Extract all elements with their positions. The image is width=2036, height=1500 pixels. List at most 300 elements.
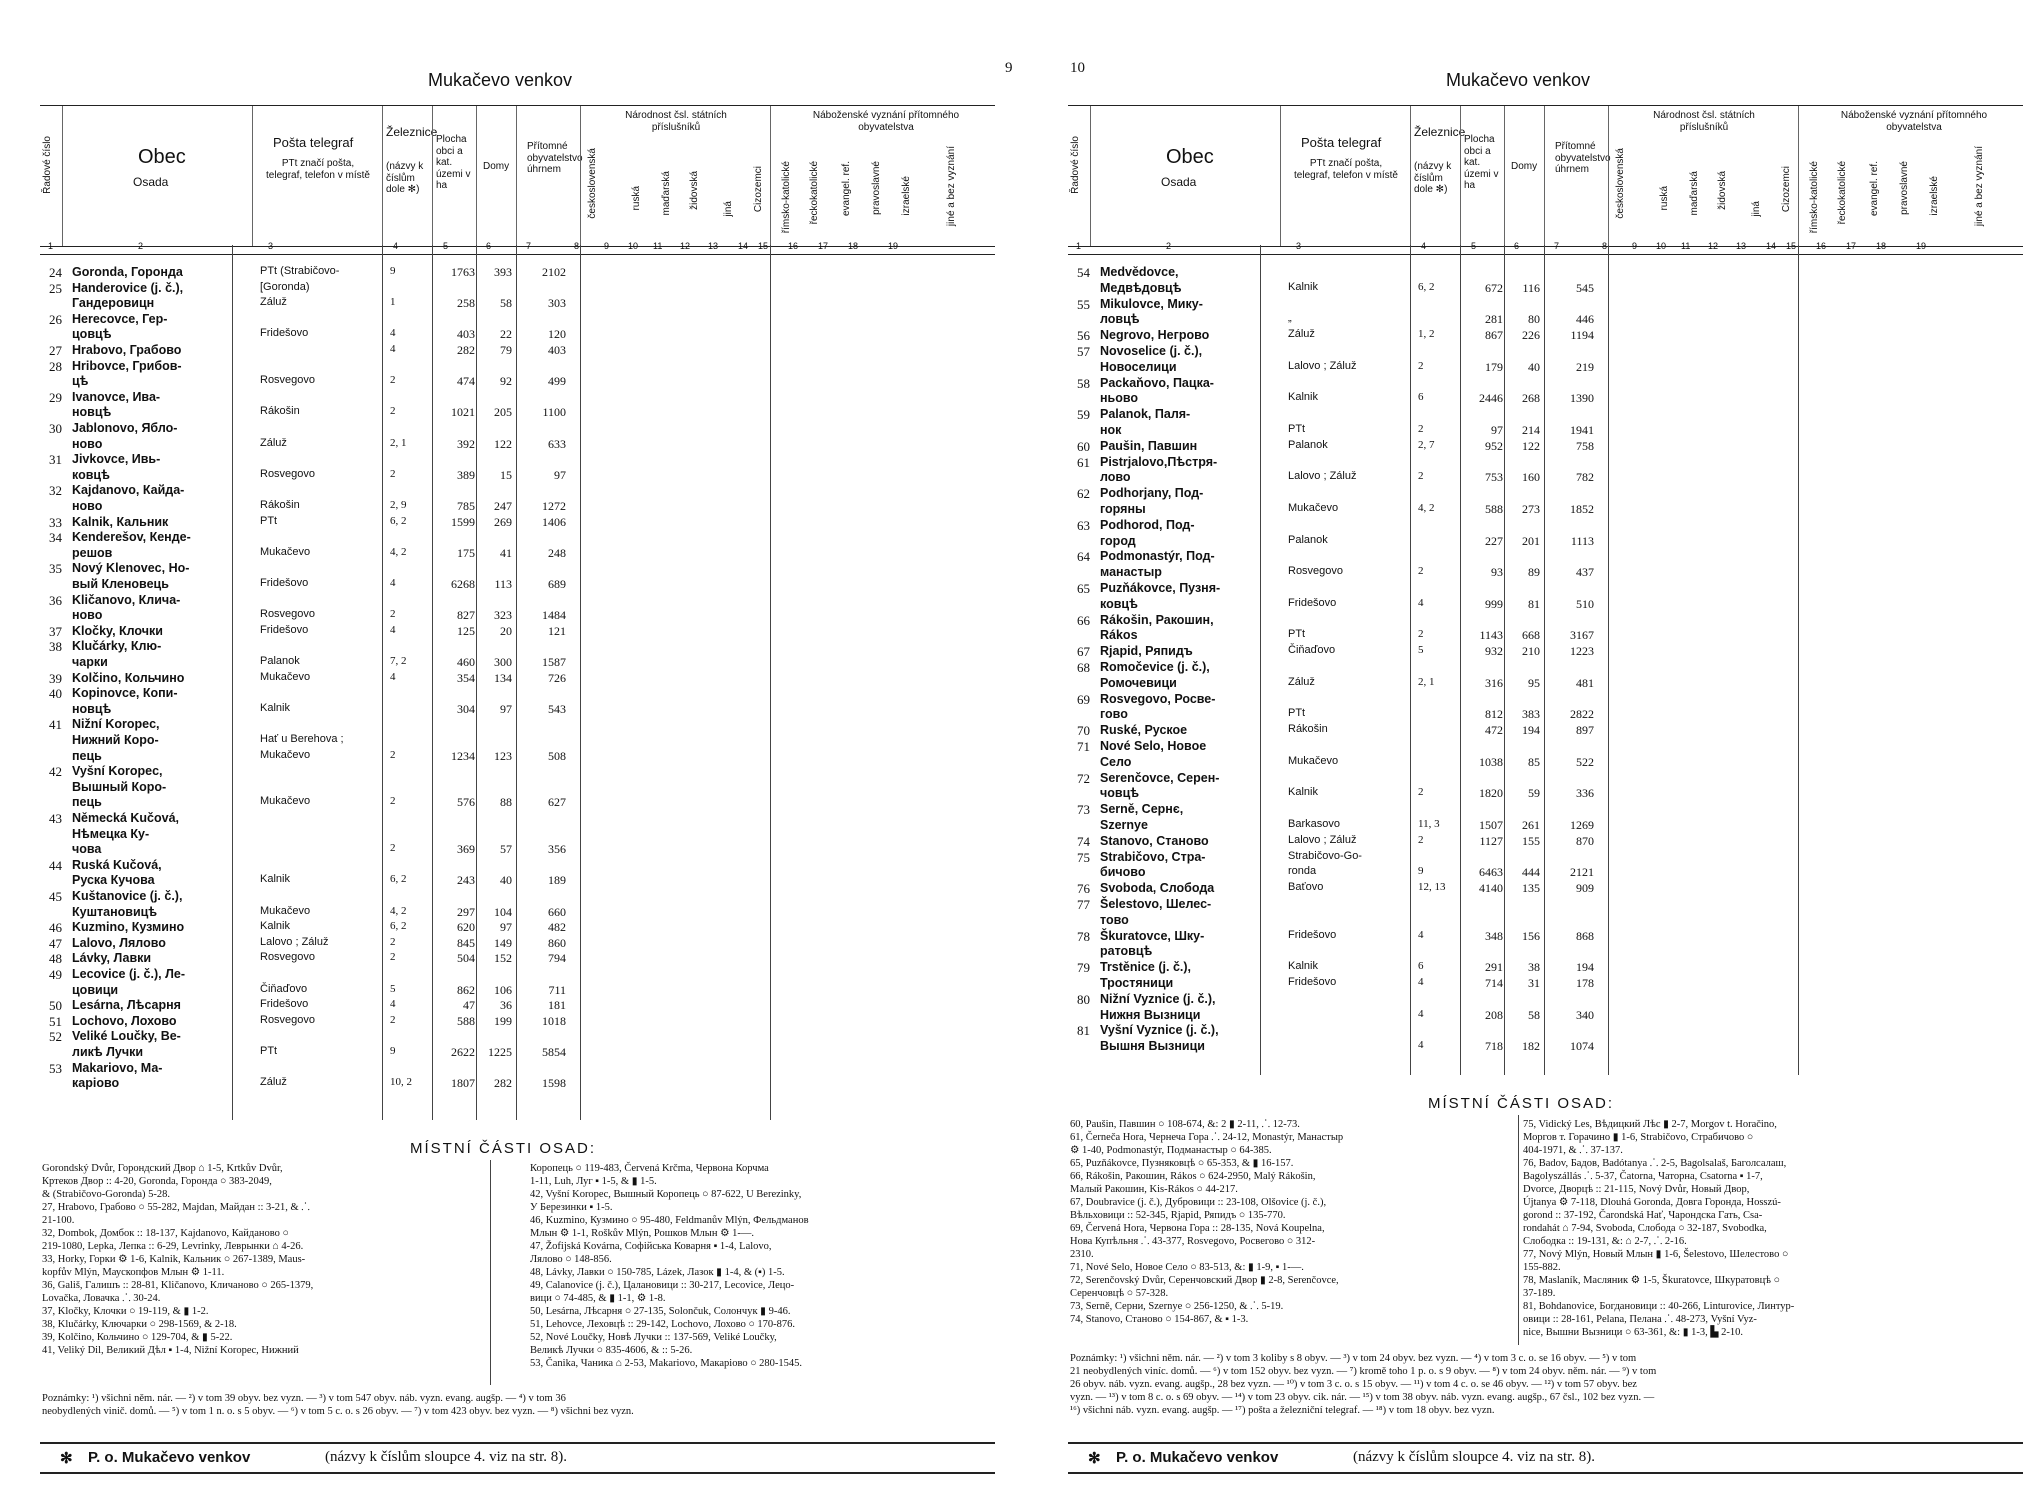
column-number: 9	[1632, 241, 1638, 251]
zeleznice-value: 4	[390, 327, 396, 340]
zeleznice-value: 2	[1418, 470, 1424, 483]
domy-value: 80	[1528, 312, 1540, 327]
obec-name: ново	[72, 608, 103, 623]
obec-name: Вышня Вызници	[1100, 1039, 1205, 1054]
col-zidovska: židovská	[689, 171, 700, 210]
row-number: 39	[49, 670, 62, 686]
obec-name: манастыр	[1100, 565, 1162, 580]
col-rimsko-katolicke: římsko-katolické	[781, 161, 792, 234]
domy-value: 89	[1528, 565, 1540, 580]
posta-value: Záluž	[260, 1076, 287, 1089]
domy-value: 393	[494, 265, 512, 279]
plocha-value: 714	[1485, 976, 1503, 990]
mistni-cast-line: 66, Rákošin, Ракошин, Rákos ○ 624-2950, Malý Rákošin,	[1070, 1171, 1316, 1182]
obec-name: Handerovice (j. č.),	[72, 280, 184, 295]
mistni-cast-line: 50, Lesárna, Лѣсарня ○ 27-135, Solončuk, Солончук ▮ 9-46.	[530, 1306, 791, 1317]
domy-value: 149	[494, 935, 512, 950]
header-obec-cell	[62, 106, 253, 246]
posta-value: Čiňaďovo	[260, 982, 308, 995]
header-obec: Obec	[138, 146, 186, 168]
plocha-value: 1763	[451, 265, 475, 279]
table-row	[40, 936, 995, 952]
mistni-cast-line: 72, Serenčovský Dvůr, Серенчовский Двор ▮ 2-8, Serenčovce,	[1070, 1275, 1339, 1286]
row-number: 60	[1077, 438, 1090, 454]
obec-name: Goronda, Горонда	[72, 265, 183, 279]
obec-name: Kuzmino, Кузмино	[72, 920, 185, 935]
row-number: 76	[1077, 881, 1090, 897]
mistni-casti-left-col	[1070, 1118, 1510, 1343]
plocha-value: 291	[1485, 960, 1503, 975]
row-number: 48	[49, 951, 62, 967]
posta-value: Mukačevo	[1288, 502, 1339, 514]
column-number: 2	[138, 241, 144, 251]
row-number: 27	[49, 343, 62, 358]
table-row	[1068, 613, 2023, 629]
mistni-cast-line: 48, Lávky, Лавки ○ 150-785, Lázek, Лазок ▮ 1-4, & (▪) 1-5.	[530, 1267, 785, 1278]
obec-name: Rákošin, Ракошин,	[1100, 612, 1214, 627]
mistni-cast-line: Слободка :: 19-131, &: ⌂ 2-7, ⸫ 2-16.	[1523, 1236, 1687, 1247]
plocha-value: 93	[1491, 565, 1503, 580]
obec-name: Makariovo, Ма-	[72, 1060, 163, 1075]
row-number: 68	[1077, 660, 1090, 675]
column-number: 14	[1766, 241, 1777, 251]
table-row	[40, 390, 995, 406]
mistni-cast-line: 219-1080, Lepka, Лепка :: 6-29, Levrinky, Леврынки ⌂ 4-26.	[42, 1241, 304, 1252]
obyvatelstvo-value: 2102	[542, 265, 566, 279]
footnote-line: ¹⁶) všichni náb. vyzn. evang. augšp. — ¹⁷) pošta a železniční telegraf. — ¹⁸) v tom 18 obyv. bez vyzn.	[1070, 1405, 1495, 1416]
column-number: 16	[788, 241, 799, 251]
obec-name: Нѣмецка Ку-	[72, 826, 150, 841]
table-row	[1068, 312, 2023, 328]
obyvatelstvo-value: 1406	[542, 514, 566, 529]
obec-name: Podhorod, Под-	[1100, 517, 1195, 532]
mistni-cast-line: 74, Stanovo, Станово ○ 154-867, & ▪ 1-3.	[1070, 1314, 1249, 1325]
mistni-cast-line: 39, Kolčino, Кольчино ○ 129-704, & ▮ 5-22.	[42, 1332, 233, 1343]
obec-name: Medvědovce,	[1100, 265, 1179, 279]
footnote-line: 21 neobydlených viníc. domů. — ⁶) v tom 152 obyv. bez vyzn. — ⁷) kromě toho 1 p. o. s 9 obyv. — ⁸) v tom 24 obyv. něm. nár. — ⁹) v tom	[1070, 1366, 1657, 1377]
zeleznice-value: 6, 2	[390, 920, 407, 933]
obec-name: ново	[72, 499, 103, 513]
table-row	[40, 499, 995, 515]
column-number: 7	[1554, 241, 1560, 251]
plocha-value: 1038	[1479, 754, 1503, 769]
obec-name: Trstěnice (j. č.),	[1100, 960, 1192, 975]
obec-name: Mikulovce, Мику-	[1100, 296, 1203, 311]
plocha-value: 845	[457, 935, 475, 950]
obec-name: Ромочевици	[1100, 675, 1177, 690]
mistni-cast-line: 2310.	[1070, 1249, 1094, 1260]
plocha-value: 812	[1485, 707, 1503, 722]
posta-value: „	[1288, 312, 1292, 325]
mistni-cast-line: 404-1971, & ⸫ 37-137.	[1523, 1145, 1623, 1156]
obec-name: Rosvegovo, Росве-	[1100, 691, 1216, 706]
obec-name: Stanovo, Станово	[1100, 833, 1209, 848]
obec-name: Lochovo, Лохово	[72, 1013, 177, 1028]
column-number: 10	[1656, 241, 1667, 251]
zeleznice-value: 4	[390, 623, 396, 636]
col-madarska: maďarská	[661, 171, 672, 216]
table-row	[1068, 470, 2023, 486]
row-number: 72	[1077, 770, 1090, 786]
domy-value: 58	[500, 296, 512, 311]
obyvatelstvo-value: 121	[548, 623, 566, 638]
table-row	[40, 889, 995, 905]
obec-name: город	[1100, 533, 1136, 548]
domy-value: 95	[1528, 675, 1540, 690]
page-title: Mukačevo venkov	[1445, 70, 1591, 90]
table-row	[1068, 407, 2023, 423]
row-number: 45	[49, 889, 62, 904]
table-row	[1068, 929, 2023, 945]
row-number: 52	[49, 1029, 62, 1045]
table-row	[1068, 597, 2023, 613]
table-row	[1068, 344, 2023, 360]
table-row	[1068, 707, 2023, 723]
domy-value: 92	[500, 374, 512, 389]
table-row	[40, 655, 995, 671]
row-number: 25	[49, 280, 62, 296]
header-domy: Domy	[483, 161, 510, 172]
header-nabozenske-cell	[1798, 106, 2024, 246]
obec-name: ново	[72, 436, 103, 451]
obec-name: Ruské, Руское	[1100, 723, 1188, 738]
posta-value: Hať u Berehova ;	[260, 733, 344, 745]
posta-value: Rákošin	[260, 405, 300, 418]
mistni-cast-line: Újtanya ⚙ 7-118, Dlouhá Goronda, Довга Горонда, Hosszú-	[1523, 1197, 1781, 1208]
obyvatelstvo-value: 1194	[1570, 328, 1594, 343]
obec-name: Šelestovo, Шелес-	[1100, 897, 1212, 911]
plocha-value: 588	[457, 1013, 475, 1028]
mistni-cast-line: 27, Hrabovo, Грабово ○ 55-282, Majdan, Майдан :: 3-21, & ⸫	[42, 1202, 310, 1213]
obec-name: пець	[72, 795, 102, 810]
domy-value: 15	[500, 467, 512, 482]
plocha-value: 208	[1485, 1007, 1503, 1022]
plocha-value: 576	[457, 795, 475, 810]
table-row	[40, 920, 995, 936]
table-row	[40, 795, 995, 811]
mistni-cast-line: 47, Žofijská Kovárna, Софійська Коварня ▪ 1-4, Lalovo,	[530, 1241, 772, 1252]
posta-value: PTt	[260, 514, 278, 527]
mistni-cast-line: ⚙ 1-40, Podmonastýr, Подманастыр ○ 64-385.	[1070, 1145, 1272, 1156]
obec-name: Lesárna, Лѣсарня	[72, 998, 181, 1013]
posta-value: Lalovo ; Záluž	[1288, 359, 1357, 372]
obec-name: ликѣ Лучки	[72, 1045, 144, 1059]
plocha-value: 504	[457, 951, 475, 966]
obec-name: гово	[1100, 707, 1128, 722]
column-number: 4	[1421, 241, 1427, 251]
table-row	[40, 546, 995, 562]
col-pravoslavne: pravoslavné	[871, 161, 882, 215]
obec-name: Szernye	[1100, 818, 1148, 832]
footer-star: ✻	[1088, 1451, 1101, 1467]
obyvatelstvo-value: 543	[548, 701, 566, 716]
page-footer	[40, 1442, 995, 1474]
obec-name: Serně, Сернє,	[1100, 802, 1184, 817]
row-number: 54	[1077, 265, 1090, 280]
column-number: 13	[1736, 241, 1747, 251]
zeleznice-value: 10, 2	[390, 1076, 412, 1089]
col-jina: jiná	[723, 201, 734, 217]
plocha-value: 932	[1485, 644, 1503, 659]
column-numbers	[1068, 240, 2023, 255]
obec-name: Ruská Kučová,	[72, 857, 162, 872]
obec-name: Podmonastýr, Под-	[1100, 549, 1215, 564]
table-row	[40, 1029, 995, 1045]
row-number: 75	[1077, 849, 1090, 865]
header-zeleznice-cell	[1410, 106, 1466, 246]
row-number: 36	[49, 592, 62, 608]
obyvatelstvo-value: 499	[548, 374, 566, 389]
domy-value: 152	[494, 951, 512, 966]
table-row	[40, 811, 995, 827]
obyvatelstvo-value: 120	[548, 327, 566, 342]
posta-value: PTt (Strabičovo-	[260, 265, 340, 277]
domy-value: 205	[494, 405, 512, 420]
obyvatelstvo-value: 870	[1576, 833, 1594, 848]
zeleznice-value: 2	[390, 795, 396, 808]
plocha-value: 354	[457, 670, 475, 685]
obyvatelstvo-value: 482	[548, 920, 566, 935]
zeleznice-value: 2	[1418, 423, 1424, 435]
table-row	[40, 483, 995, 499]
table-row	[1068, 755, 2023, 771]
posta-value: Rákošin	[1288, 723, 1328, 736]
col-ruska: ruská	[631, 186, 642, 211]
obyvatelstvo-value: 1852	[1570, 502, 1594, 516]
obyvatelstvo-value: 1272	[542, 499, 566, 513]
header-zeleznice-note: (názvy k číslům dole ✻)	[386, 161, 424, 195]
posta-value: Fridešovo	[1288, 976, 1337, 988]
column-number: 17	[1846, 241, 1857, 251]
obec-name: човцѣ	[1100, 786, 1140, 801]
row-number: 46	[49, 920, 62, 936]
posta-value: Záluž	[260, 436, 287, 449]
obyvatelstvo-value: 711	[548, 982, 566, 997]
row-number: 29	[49, 389, 62, 405]
obyvatelstvo-value: 1223	[1570, 644, 1594, 659]
obyvatelstvo-value: 1941	[1570, 423, 1594, 437]
plocha-value: 474	[457, 374, 475, 389]
domy-value: 323	[494, 608, 512, 623]
obec-name: Kalnik, Кальник	[72, 514, 169, 529]
row-number: 78	[1077, 928, 1090, 944]
plocha-value: 472	[1485, 723, 1503, 738]
posta-value: Fridešovo	[260, 327, 309, 340]
obec-name: Медвѣдовцѣ	[1100, 280, 1182, 295]
obyvatelstvo-value: 437	[1576, 565, 1594, 580]
table-row	[40, 686, 995, 702]
obyvatelstvo-value: 5854	[542, 1045, 566, 1059]
obec-name: Jivkovce, Ивь-	[72, 452, 161, 467]
obec-name: Packaňovo, Пацка-	[1100, 375, 1214, 390]
plocha-value: 392	[457, 436, 475, 451]
mistni-casti-right-col	[530, 1162, 990, 1382]
obyvatelstvo-value: 627	[548, 795, 566, 810]
header-osada: Osada	[1161, 175, 1197, 189]
table-row	[40, 624, 995, 640]
mistni-cast-line: 69, Červená Hora, Червона Гора :: 28-135, Nová Koupelna,	[1070, 1223, 1325, 1234]
mistni-casti-title: MÍSTNÍ ČÁSTI OSAD:	[1428, 1095, 1615, 1112]
plocha-value: 282	[457, 343, 475, 357]
mistni-cast-line: Lovačka, Ловачка ⸫ 30-24.	[42, 1293, 161, 1304]
table-header	[40, 105, 995, 247]
header-posta-note: PTt značí pošta, telegraf, telefon v místě	[266, 158, 370, 181]
row-number: 55	[1077, 296, 1090, 312]
header-osada: Osada	[133, 175, 169, 189]
table-row	[40, 998, 995, 1014]
zeleznice-value: 2	[1418, 359, 1424, 372]
domy-value: 123	[494, 748, 512, 763]
row-number: 58	[1077, 375, 1090, 391]
plocha-value: 785	[457, 499, 475, 513]
footnotes	[42, 1392, 992, 1418]
plocha-value: 952	[1485, 438, 1503, 453]
row-number: 66	[1077, 612, 1090, 628]
mistni-cast-line: Серенчовцѣ ○ 57-328.	[1070, 1288, 1169, 1299]
table-row	[1068, 834, 2023, 850]
plocha-value: 827	[457, 608, 475, 623]
table-row	[40, 842, 995, 858]
plocha-value: 672	[1485, 280, 1503, 295]
column-number: 5	[1471, 241, 1477, 251]
obec-name: новцѣ	[72, 405, 112, 420]
obyvatelstvo-value: 248	[548, 545, 566, 560]
mistni-cast-line: овици :: 28-161, Pelana, Пелана ⸫ 48-273, Vyšní Vyz-	[1523, 1314, 1757, 1325]
table-row	[40, 327, 995, 343]
plocha-value: 1807	[451, 1076, 475, 1091]
plocha-value: 1234	[451, 748, 475, 763]
table-row	[40, 749, 995, 765]
posta-value: Kalnik	[260, 873, 290, 886]
table-row	[1068, 581, 2023, 597]
table-row	[1068, 660, 2023, 676]
table-row	[40, 437, 995, 453]
column-number: 15	[1786, 241, 1797, 251]
table-row	[1068, 644, 2023, 660]
zeleznice-value: 2	[390, 951, 396, 964]
obec-name: Strabičovo, Стра-	[1100, 849, 1206, 864]
obec-name: Škuratovce, Шку-	[1100, 928, 1205, 943]
col-evangel-ref: evangel. ref.	[841, 161, 852, 217]
table-row	[40, 780, 995, 796]
domy-value: 1225	[488, 1045, 512, 1059]
header-nabozenske: Náboženské vyznání přítomného obyvatelstva	[812, 110, 960, 133]
column-number: 12	[680, 241, 691, 251]
table-row	[40, 468, 995, 484]
obec-name: Nové Selo, Новое	[1100, 739, 1207, 753]
footer-star: ✻	[60, 1451, 73, 1467]
obyvatelstvo-value: 726	[548, 670, 566, 685]
obyvatelstvo-value: 1269	[1570, 818, 1594, 832]
mistni-cast-line: Вѣльховици :: 52-345, Rjapid, Ряпидъ ○ 135-770.	[1070, 1210, 1286, 1221]
obec-name: Нижний Коро-	[72, 733, 159, 747]
obec-name: Nižní Koropec,	[72, 717, 160, 732]
obec-name: Kuštanovice (j. č.),	[72, 889, 183, 903]
header-narodnost-cell	[580, 106, 771, 246]
domy-value: 199	[494, 1013, 512, 1028]
table-row	[1068, 534, 2023, 550]
table-row	[40, 608, 995, 624]
posta-value: Záluž	[1288, 328, 1315, 341]
row-number: 26	[49, 311, 62, 327]
table-row	[1068, 850, 2023, 866]
table-row	[1068, 297, 2023, 313]
posta-value: Rosvegovo	[260, 1013, 316, 1026]
obec-name: решов	[72, 545, 113, 560]
zeleznice-value: 2	[390, 1013, 396, 1026]
col-reckokatolicke: řeckokatolické	[1837, 161, 1848, 225]
row-number: 62	[1077, 486, 1090, 502]
zeleznice-value: 4	[390, 577, 396, 589]
obec-name: Vyšní Koropec,	[72, 764, 163, 779]
posta-value: Čiňaďovo	[1288, 644, 1336, 657]
column-number: 2	[1166, 241, 1172, 251]
footnote-line: Poznámky: ¹) všichni něm. nár. — ²) v tom 39 obyv. bez vyzn. — ³) v tom 547 obyv. náb. vyzn. evang. augšp. — ⁴) v tom 36	[42, 1393, 566, 1404]
column-number: 8	[574, 241, 580, 251]
mistni-cast-line: 32, Dombok, Домбок :: 18-137, Kajdanovo, Кайданово ○	[42, 1228, 289, 1239]
table-row	[40, 702, 995, 718]
column-number: 1	[1076, 241, 1082, 251]
obyvatelstvo-value: 97	[554, 467, 566, 482]
row-number: 79	[1077, 960, 1090, 976]
obec-name: Rákos	[1100, 628, 1138, 643]
footer-note: (názvy k číslům sloupce 4. viz na str. 8).	[325, 1449, 568, 1465]
mistni-cast-line: kopfův Mlýn, Маускопфов Млын ⚙ 1-11.	[42, 1267, 225, 1278]
obyvatelstvo-value: 860	[548, 935, 566, 950]
table-row	[40, 593, 995, 609]
domy-value: 22	[500, 327, 512, 342]
obec-name: чова	[72, 842, 102, 857]
row-number: 40	[49, 686, 62, 702]
row-number: 69	[1077, 691, 1090, 707]
mistni-cast-line: Нова Купѣльня ⸫ 43-377, Rosvegovo, Росвегово ○ 312-	[1070, 1236, 1316, 1247]
table-row	[40, 1076, 995, 1092]
mistni-cast-line: Млын ⚙ 1-1, Roškův Mlýn, Рошков Млын ⚙ 1-—.	[530, 1228, 754, 1239]
table-row	[40, 717, 995, 733]
posta-value: Záluž	[260, 296, 287, 309]
mistni-cast-line: gorond :: 37-192, Čarondská Hať, Чарондска Гать, Csa-	[1523, 1210, 1763, 1221]
row-number: 51	[49, 1013, 62, 1029]
posta-value: Fridešovo	[1288, 928, 1337, 941]
row-number: 73	[1077, 802, 1090, 818]
column-number: 7	[526, 241, 532, 251]
footnote-line: 26 obyv. náb. vyzn. evang. augšp., 28 bez vyzn. — ¹⁰) v tom 3 c. o. s 15 obyv. — ¹¹) v tom 4 c. o. se 46 obyv. — ¹²) v tom 57 obyv. bez	[1070, 1379, 1637, 1390]
zeleznice-value: 6, 2	[390, 514, 407, 527]
obec-name: Руска Кучова	[72, 873, 155, 888]
obec-name: Kopinovce, Копи-	[72, 686, 178, 701]
zeleznice-value: 4, 2	[390, 904, 407, 917]
table-row	[1068, 549, 2023, 565]
mistni-cast-line: 77, Nový Mlýn, Новый Млын ▮ 1-6, Šelestovo, Шелестово ○	[1523, 1249, 1789, 1260]
col-reckokatolicke: řeckokatolické	[809, 161, 820, 225]
posta-value: Mukačevo	[260, 748, 311, 761]
header-posta-cell	[252, 106, 383, 246]
column-number: 10	[628, 241, 639, 251]
row-number: 57	[1077, 344, 1090, 359]
domy-value: 668	[1522, 628, 1540, 643]
row-number: 30	[49, 421, 62, 436]
header-zeleznice-cell	[382, 106, 438, 246]
mistni-cast-line: Dvorce, Дворцѣ :: 21-115, Nový Dvůr, Новый Двор,	[1523, 1184, 1750, 1195]
table-row	[1068, 944, 2023, 960]
plocha-value: 862	[457, 982, 475, 997]
mistni-cast-line: вици ○ 74-485, & ▮ 1-1, ⚙ 1-8.	[530, 1293, 666, 1304]
plocha-value: 867	[1485, 328, 1503, 343]
posta-value: Baťovo	[1288, 881, 1324, 894]
header-obec-cell	[1090, 106, 1281, 246]
obyvatelstvo-value: 660	[548, 904, 566, 919]
domy-value: 104	[494, 904, 512, 919]
